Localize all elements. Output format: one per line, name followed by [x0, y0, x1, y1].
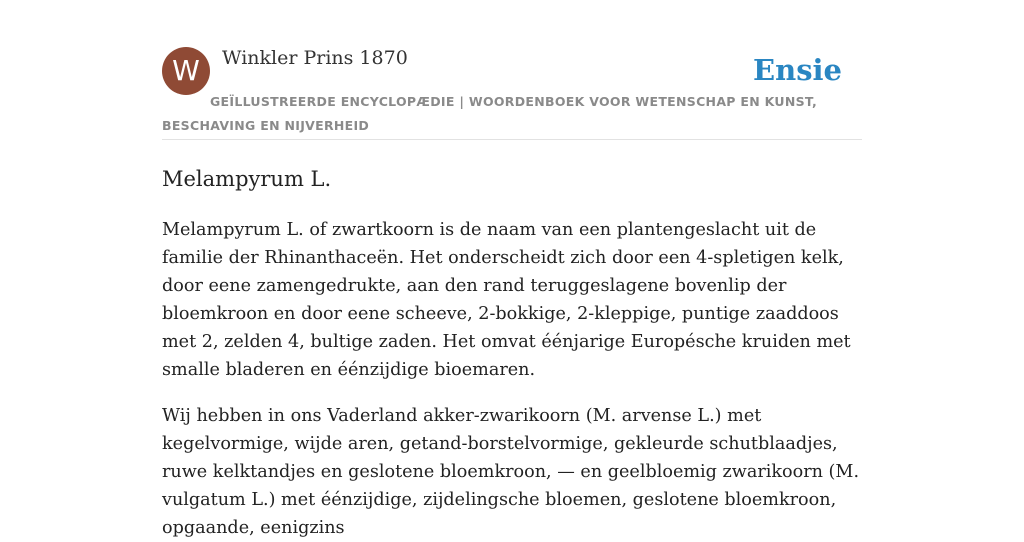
header-divider: [162, 139, 862, 140]
source-title[interactable]: Winkler Prins 1870: [222, 47, 408, 69]
article-paragraph: Wij hebben in ons Vaderland akker-zwarikoorn (M. arvense L.) met kegelvormige, wijde aren, getand-borstelvormige, gekleurde schutblaadjes, ruwe kelktandjes en geslotene bloemkroon, — en geelbloemig zwarikoorn (M. vulgatum L.) met éénzijdige, zijdelingsche bloemen, geslotene bloemkroon, opgaande, eenigzins: [162, 406, 860, 538]
source-subtitle: GEÏLLUSTREERDE ENCYCLOPÆDIE | WOORDENBOEK VOOR WETENSCHAP EN KUNST, BESCHAVING EN NIJVERHEID: [162, 94, 818, 133]
article: [162, 163, 872, 542]
article-paragraph: Melampyrum L. of zwartkoorn is de naam van een plantengeslacht uit de familie der Rhinanthaceën. Het onderscheidt zich door een 4-spletigen kelk, door eene zamengedrukte, aan den rand teruggeslagene bovenlip der bloemkroon en door eene scheeve, 2-bokkige, 2-kleppige, puntige zaaddoos met 2, zelden 4, bultige zaden. Het omvat éénjarige Europésche kruiden met smalle bladeren en éénzijdige bioemaren.: [162, 220, 851, 380]
source-avatar[interactable]: W: [162, 47, 210, 95]
entry-title: Melampyrum L.: [162, 167, 332, 191]
brand-logo[interactable]: Ensie: [753, 53, 842, 87]
